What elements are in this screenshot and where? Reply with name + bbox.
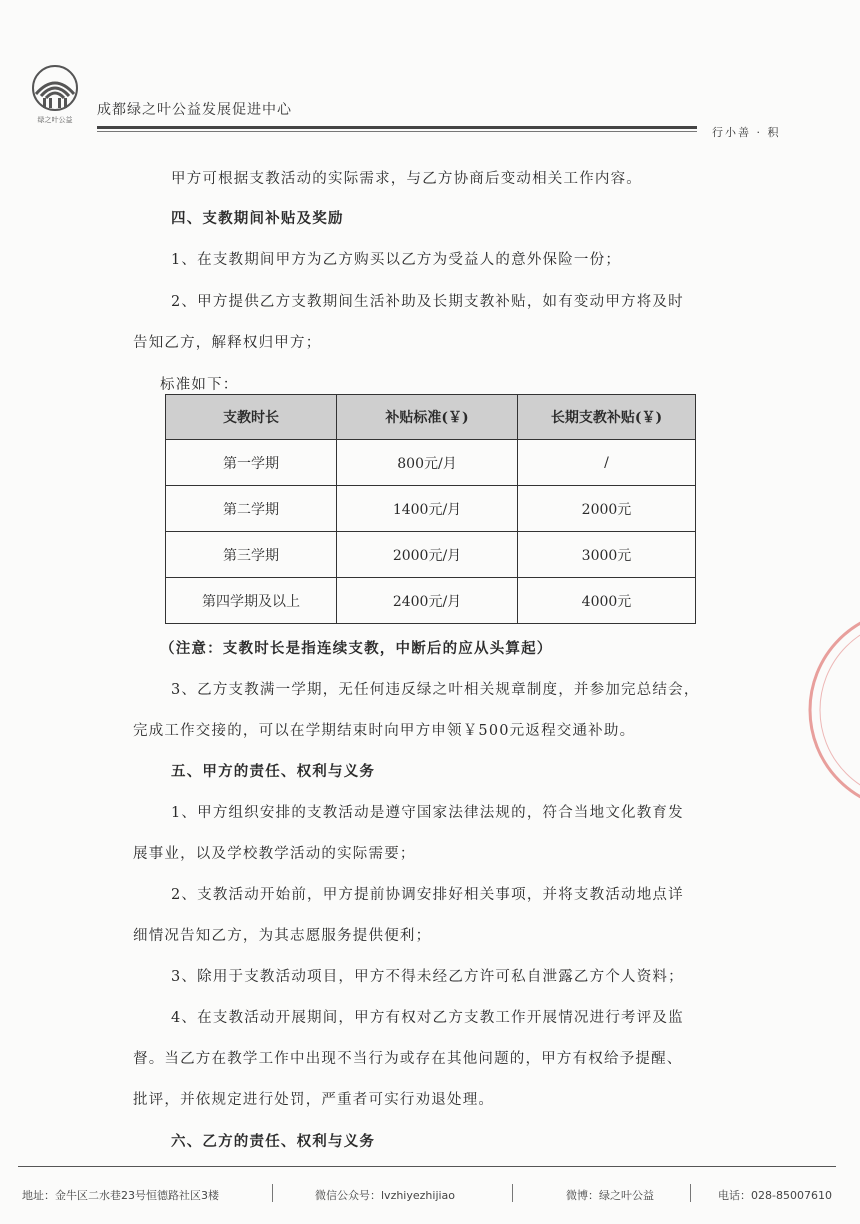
- footer-separator: [512, 1184, 513, 1202]
- table-cell: 1400元/月: [337, 486, 518, 532]
- table-cell: 第三学期: [166, 532, 337, 578]
- org-name: 成都绿之叶公益发展促进中心: [97, 102, 292, 118]
- official-seal: [800, 560, 860, 860]
- footer-separator: [690, 1184, 691, 1202]
- item-5-1-line1: 1、甲方组织安排的支教活动是遵守国家法律法规的，符合当地文化教育发: [171, 805, 684, 821]
- footer-weibo: 微博：绿之叶公益: [566, 1189, 654, 1202]
- item-5-3: 3、除用于支教活动项目，甲方不得未经乙方许可私自泄露乙方个人资料；: [171, 969, 684, 985]
- motto: 行小善 · 积: [712, 126, 781, 139]
- item-5-2-line1: 2、支教活动开始前，甲方提前协调安排好相关事项，并将支教活动地点详: [171, 887, 684, 903]
- table-row: [166, 440, 696, 486]
- table-cell: 第四学期及以上: [166, 578, 337, 624]
- table-row: [166, 486, 696, 532]
- table-cell: 第一学期: [166, 440, 337, 486]
- section-6-title: 六、乙方的责任、权利与义务: [171, 1133, 376, 1150]
- item-4-1: 1、在支教期间甲方为乙方购买以乙方为受益人的意外保险一份；: [171, 252, 622, 268]
- item-5-4-line2: 督。当乙方在教学工作中出现不当行为或存在其他问题的，甲方有权给予提醒、: [133, 1051, 683, 1067]
- table-caption: 标准如下：: [160, 377, 239, 393]
- item-4-3-line2: 完成工作交接的，可以在学期结束时向甲方申领￥500元返程交通补助。: [133, 723, 636, 739]
- table-header-row: [166, 395, 696, 440]
- table-cell: 3000元: [518, 532, 696, 578]
- item-4-2-line1: 2、甲方提供乙方支教期间生活补助及长期支教补贴，如有变动甲方将及时: [171, 294, 684, 310]
- table-row: [166, 532, 696, 578]
- header-divider-thin: [97, 131, 697, 132]
- item-5-4-line3: 批评，并依规定进行处罚，严重者可实行劝退处理。: [133, 1092, 495, 1108]
- subsidy-table: [165, 394, 696, 624]
- table-cell: 2400元/月: [337, 578, 518, 624]
- header-divider: [97, 126, 697, 129]
- table-cell: 4000元: [518, 578, 696, 624]
- footer-divider: [18, 1166, 836, 1167]
- item-5-4-line1: 4、在支教活动开展期间，甲方有权对乙方支教工作开展情况进行考评及监: [171, 1010, 684, 1026]
- column-header-long-term: 长期支教补贴(￥): [518, 395, 696, 440]
- table-cell: 第二学期: [166, 486, 337, 532]
- section-5-title: 五、甲方的责任、权利与义务: [171, 763, 376, 780]
- footer-phone: 电话：028-85007610: [718, 1189, 832, 1202]
- org-logo: [24, 64, 86, 126]
- table-cell: 2000元: [518, 486, 696, 532]
- footer-wechat: 微信公众号：lvzhiyezhijiao: [315, 1189, 456, 1202]
- intro-paragraph: 甲方可根据支教活动的实际需求，与乙方协商后变动相关工作内容。: [171, 171, 642, 187]
- item-4-3-line1: 3、乙方支教满一学期，无任何违反绿之叶相关规章制度，并参加完总结会，: [171, 682, 700, 698]
- table-cell: 2000元/月: [337, 532, 518, 578]
- item-5-1-line2: 展事业，以及学校教学活动的实际需要；: [133, 846, 416, 862]
- table-note: （注意：支教时长是指连续支教，中断后的应从头算起）: [160, 640, 553, 657]
- section-4-title: 四、支教期间补贴及奖励: [171, 210, 344, 227]
- item-5-2-line2: 细情况告知乙方，为其志愿服务提供便利；: [133, 928, 432, 944]
- footer-separator: [272, 1184, 273, 1202]
- column-header-duration: 支教时长: [166, 395, 337, 440]
- item-4-2-line2: 告知乙方，解释权归甲方；: [133, 335, 322, 351]
- logo-text: 绿之叶公益: [37, 116, 73, 124]
- footer-address: 地址：金牛区二水巷23号恒德路社区3楼: [22, 1189, 219, 1202]
- table-cell: /: [518, 440, 696, 486]
- table-row: [166, 578, 696, 624]
- column-header-subsidy: 补贴标准(￥): [337, 395, 518, 440]
- table-cell: 800元/月: [337, 440, 518, 486]
